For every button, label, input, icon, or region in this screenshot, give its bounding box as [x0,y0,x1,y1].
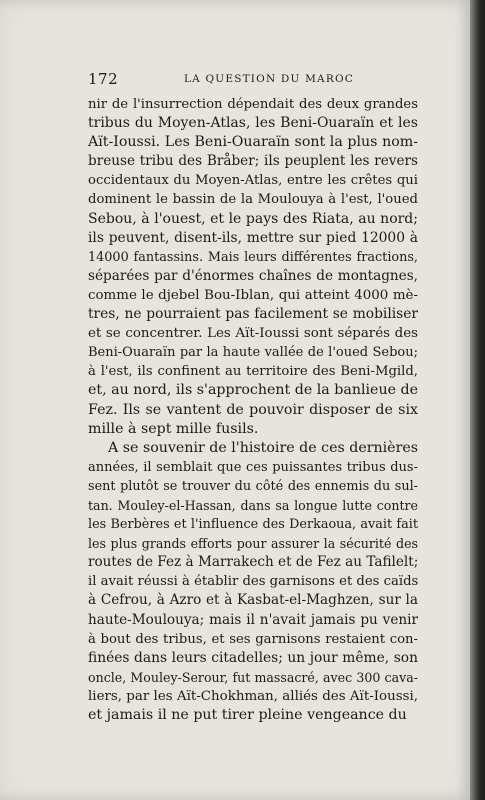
page-header [88,70,418,90]
page-edge-shadow [470,0,485,800]
text-line: à bout des tribus, et ses garnisons restaient con- [88,631,418,647]
text-line: Sebou, à l'ouest, et le pays des Riata, au nord; [88,210,418,227]
text-line: occidentaux du Moyen-Atlas, entre les crêtes qui [88,173,418,189]
text-line: comme le djebel Bou-Iblan, qui atteint 4000 mè- [88,287,418,303]
text-line: liers, par les Aït-Chokhman, alliés des Aït-Ioussi, [88,688,418,704]
text-line: oncle, Mouley-Serour, fut massacré, avec 300 cava- [88,669,418,685]
text-line: tribus du Moyen-Atlas, les Beni-Ouaraïn et les [88,115,418,132]
text-line: Beni-Ouaraïn par la haute vallée de l'oued Sebou; [88,345,418,361]
text-line: tan. Mouley-el-Hassan, dans sa longue lutte contre [88,497,418,513]
text-line: et jamais il ne put tirer pleine vengeance du [88,707,407,723]
paragraph [88,439,418,725]
text-line: et se concentrer. Les Aït-Ioussi sont séparés des [88,326,418,342]
text-line: séparées par d'énormes chaînes de montagnes, [88,267,418,284]
page-number: 172 [88,70,119,88]
text-line: les Berbères et l'influence des Derkaoua, avait fait [88,517,418,533]
text-line: finées dans leurs citadelles; un jour même, son [88,649,418,666]
text-line: mille à sept mille fusils. [88,420,259,437]
text-line: haute-Moulouya; mais il n'avait jamais pu venir [88,611,418,628]
text-line: ils peuvent, disent-ils, mettre sur pied 12000 à [88,229,418,246]
text-line: breuse tribu des Bråber; ils peuplent les revers [88,153,418,170]
text-line: 14000 fantassins. Mais leurs différentes fractions, [88,249,418,265]
text-line: Aït-Ioussi. Les Beni-Ouaraïn sont la plus nom- [88,134,418,151]
text-line: il avait réussi à établir des garnisons et des caïds [88,574,418,590]
text-line: années, il semblait que ces puissantes tribus dus- [88,459,418,475]
text-line: les plus grands efforts pour assurer la sécurité des [88,536,418,552]
text-line: routes de Fez à Marrakech et de Fez au Tafilelt; [88,554,418,571]
body-text [88,95,418,725]
text-line: tres, ne pourraient pas facilement se mobiliser [88,306,418,323]
text-line: nir de l'insurrection dépendait des deux grandes [88,97,418,112]
text-line: dominent le bassin de la Moulouya à l'est, l'oued [88,192,418,208]
text-line: et, au nord, ils s'approchent de la banlieue de [88,382,418,399]
text-line: sent plutôt se trouver du côté des ennemis du sul- [88,478,418,494]
running-head: LA QUESTION DU MAROC [184,73,354,85]
paragraph [88,95,418,439]
text-line: à l'est, ils confinent au territoire des Beni-Mgild, [88,364,418,380]
text-line: Fez. Ils se vantent de pouvoir disposer de six [88,401,418,418]
text-line: A se souvenir de l'histoire de ces dernières [108,439,418,456]
text-line: à Cefrou, à Azro et à Kasbat-el-Maghzen, sur la [88,592,418,609]
